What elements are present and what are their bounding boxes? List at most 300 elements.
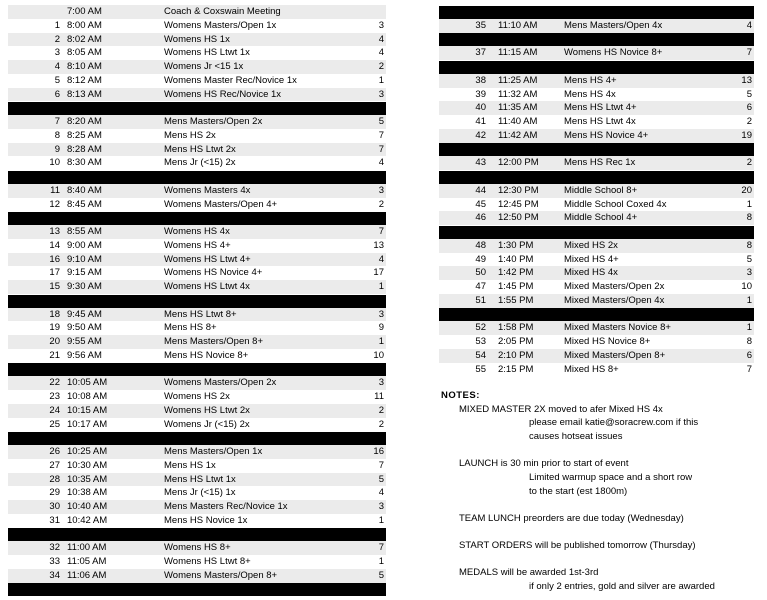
race-time: 11:15 AM	[498, 47, 538, 59]
entry-count: 11	[374, 391, 384, 402]
event-name: Womens HS 4+	[164, 239, 231, 251]
race-number: 23	[49, 391, 60, 402]
race-number: 33	[49, 556, 60, 567]
race-number: 40	[475, 102, 486, 114]
section-separator	[439, 171, 754, 184]
entry-count: 7	[378, 459, 384, 471]
race-number: 16	[49, 253, 60, 265]
race-number: 31	[49, 514, 60, 526]
event-name: Mixed Masters/Open 8+	[564, 349, 666, 361]
race-time: 9:15 AM	[67, 267, 102, 279]
schedule-row	[8, 445, 386, 459]
schedule-row	[8, 335, 386, 349]
event-name: Womens HS Ltwt 4x	[164, 281, 250, 292]
event-name: Mens HS 1x	[164, 459, 216, 471]
event-name: Womens HS Ltwt 1x	[164, 47, 250, 59]
race-number: 43	[475, 157, 486, 169]
note-line: if only 2 entries, gold and silver are awarded	[529, 581, 715, 593]
entry-count: 3	[378, 184, 384, 196]
section-separator	[8, 171, 386, 184]
race-number: 41	[475, 116, 486, 127]
event-name: Womens Masters/Open 1x	[164, 19, 277, 31]
race-number: 5	[54, 74, 60, 86]
entry-count: 19	[741, 129, 752, 141]
race-time: 9:30 AM	[67, 281, 102, 292]
race-time: 11:25 AM	[498, 74, 538, 86]
race-number: 48	[475, 239, 486, 251]
entry-count: 2	[378, 418, 384, 430]
race-time: 10:38 AM	[67, 487, 108, 499]
race-time: 8:45 AM	[67, 198, 102, 210]
entry-count: 17	[373, 267, 384, 279]
section-separator	[439, 6, 754, 19]
schedule-row	[8, 500, 386, 514]
schedule-row	[8, 225, 386, 239]
race-time: 11:40 AM	[498, 116, 538, 127]
note-item	[459, 403, 761, 444]
schedule-row	[8, 459, 386, 473]
race-number: 42	[475, 129, 486, 141]
race-time: 12:50 PM	[498, 212, 539, 224]
event-name: Middle School 8+	[564, 184, 638, 196]
race-number: 7	[54, 116, 60, 127]
event-name: Mens HS Ltwt 1x	[164, 473, 236, 485]
entry-count: 3	[378, 377, 384, 389]
schedule-row	[439, 101, 754, 115]
race-time: 8:28 AM	[67, 143, 102, 155]
notes-section	[441, 389, 761, 594]
schedule-row	[439, 129, 754, 143]
race-time: 1:40 PM	[498, 253, 534, 265]
race-number: 46	[475, 212, 486, 224]
entry-count: 5	[378, 569, 384, 581]
event-name: Mens HS Ltwt 2x	[164, 143, 236, 155]
entry-count: 1	[378, 336, 384, 347]
schedule-row	[8, 115, 386, 129]
event-name: Mens Masters Rec/Novice 1x	[164, 501, 288, 512]
race-time: 1:42 PM	[498, 267, 534, 279]
entry-count: 7	[378, 542, 384, 554]
race-time: 11:42 AM	[498, 129, 538, 141]
entry-count: 8	[746, 239, 752, 251]
race-time: 1:45 PM	[498, 281, 534, 292]
entry-count: 1	[378, 281, 384, 292]
race-time: 11:32 AM	[498, 88, 538, 100]
schedule-row	[439, 88, 754, 102]
entry-count: 13	[373, 239, 384, 251]
race-number: 34	[49, 569, 60, 581]
schedule-row	[8, 555, 386, 569]
schedule-row	[8, 473, 386, 487]
schedule-row	[8, 280, 386, 294]
entry-count: 2	[378, 404, 384, 416]
race-time: 11:05 AM	[67, 556, 107, 567]
entry-count: 4	[378, 157, 384, 169]
event-name: Mens HS Novice 1x	[164, 514, 248, 526]
race-number: 49	[475, 253, 486, 265]
race-number: 52	[475, 322, 486, 334]
event-name: Mens HS Ltwt 8+	[164, 308, 237, 320]
race-number: 32	[49, 542, 60, 554]
event-name: Womens Jr (<15) 2x	[164, 418, 250, 430]
entry-count: 7	[746, 47, 752, 59]
section-separator	[8, 432, 386, 445]
schedule-row	[8, 390, 386, 404]
section-separator	[8, 528, 386, 541]
schedule-row	[8, 418, 386, 432]
schedule-row	[439, 363, 754, 377]
entry-count: 4	[378, 253, 384, 265]
race-number: 14	[49, 239, 60, 251]
event-name: Middle School 4+	[564, 212, 638, 224]
event-name: Mens HS Ltwt 4+	[564, 102, 637, 114]
race-number: 1	[54, 19, 60, 31]
schedule-row	[8, 46, 386, 60]
entry-count: 5	[746, 88, 752, 100]
schedule-row	[8, 514, 386, 528]
event-name: Mens HS Novice 8+	[164, 349, 249, 361]
entry-count: 16	[373, 446, 384, 457]
race-time: 11:00 AM	[67, 542, 107, 554]
event-name: Womens HS Rec/Novice 1x	[164, 88, 282, 100]
entry-count: 10	[741, 281, 752, 292]
race-number: 28	[49, 473, 60, 485]
event-name: Womens HS Novice 4+	[164, 267, 263, 279]
entry-count: 8	[746, 212, 752, 224]
entry-count: 4	[378, 487, 384, 499]
race-number: 55	[475, 363, 486, 375]
section-separator	[8, 212, 386, 225]
schedule-row	[439, 294, 754, 308]
event-name: Womens Master Rec/Novice 1x	[164, 74, 297, 86]
schedule-row	[439, 280, 754, 294]
event-name: Mens Masters/Open 8+	[164, 336, 264, 347]
race-time: 10:05 AM	[67, 377, 108, 389]
race-time: 1:55 PM	[498, 294, 534, 306]
event-name: Mixed HS 8+	[564, 363, 619, 375]
note-spacer	[441, 444, 761, 458]
schedule-row	[439, 239, 754, 253]
race-number: 13	[49, 226, 60, 237]
race-number: 38	[475, 74, 486, 86]
note-spacer	[441, 553, 761, 567]
notes-heading: NOTES:	[441, 390, 480, 401]
race-number: 17	[49, 267, 60, 279]
race-number: 21	[49, 349, 60, 361]
schedule-row	[8, 321, 386, 335]
note-spacer	[441, 498, 761, 512]
entry-count: 1	[746, 198, 752, 210]
event-name: Womens HS Ltwt 8+	[164, 556, 251, 567]
schedule-row	[439, 156, 754, 170]
race-time: 9:45 AM	[67, 308, 102, 320]
schedule-row	[8, 88, 386, 102]
schedule-row	[439, 198, 754, 212]
race-number: 44	[475, 184, 486, 196]
entry-count: 3	[378, 19, 384, 31]
event-name: Womens HS 1x	[164, 33, 230, 45]
schedule-row	[8, 376, 386, 390]
event-name: Mens Jr (<15) 1x	[164, 487, 236, 499]
schedule-row	[8, 5, 386, 19]
section-separator	[439, 61, 754, 74]
entry-count: 2	[378, 61, 384, 72]
entry-count: 3	[378, 501, 384, 512]
entry-count: 4	[746, 19, 752, 31]
schedule-row	[439, 184, 754, 198]
race-time: 8:00 AM	[67, 19, 102, 31]
entry-count: 9	[378, 322, 384, 334]
event-name: Mixed Masters Novice 8+	[564, 322, 671, 334]
schedule-row	[8, 253, 386, 267]
race-time: 10:15 AM	[67, 404, 108, 416]
schedule-row	[8, 541, 386, 555]
race-time: 9:00 AM	[67, 239, 102, 251]
race-number: 3	[54, 47, 60, 59]
event-name: Coach & Coxswain Meeting	[164, 6, 281, 17]
note-item	[459, 539, 761, 553]
entry-count: 1	[746, 294, 752, 306]
event-name: Mens HS 4+	[564, 74, 617, 86]
event-name: Womens HS 4x	[164, 226, 230, 237]
race-time: 9:10 AM	[67, 253, 102, 265]
race-time: 10:17 AM	[67, 418, 108, 430]
entry-count: 8	[746, 336, 752, 347]
race-number: 54	[475, 349, 486, 361]
race-time: 10:08 AM	[67, 391, 108, 402]
race-time: 8:12 AM	[67, 74, 102, 86]
schedule-row	[8, 156, 386, 170]
schedule-row	[8, 19, 386, 33]
race-time: 8:40 AM	[67, 184, 102, 196]
entry-count: 6	[746, 349, 752, 361]
note-line: Limited warmup space and a short row	[529, 472, 693, 484]
race-number: 20	[49, 336, 60, 347]
entry-count: 13	[741, 74, 752, 86]
schedule-row	[439, 321, 754, 335]
race-time: 2:10 PM	[498, 349, 534, 361]
schedule-row	[439, 266, 754, 280]
entry-count: 2	[746, 157, 752, 169]
race-time: 8:02 AM	[67, 33, 102, 45]
race-number: 53	[475, 336, 486, 347]
event-name: Mens HS Rec 1x	[564, 157, 636, 169]
entry-count: 3	[378, 88, 384, 100]
race-time: 1:58 PM	[498, 322, 534, 334]
event-name: Mixed Masters/Open 4x	[564, 294, 665, 306]
race-number: 27	[49, 459, 60, 471]
race-time: 10:40 AM	[67, 501, 108, 512]
entry-count: 6	[746, 102, 752, 114]
event-name: Mixed HS 2x	[564, 239, 618, 251]
note-line: to the start (est 1800m)	[529, 485, 628, 497]
race-number: 25	[49, 418, 60, 430]
event-name: Mens Masters/Open 4x	[564, 19, 663, 31]
schedule-row	[8, 308, 386, 322]
note-line: MIXED MASTER 2X moved to afer Mixed HS 4x	[459, 403, 663, 415]
race-time: 12:45 PM	[498, 198, 539, 210]
race-number: 22	[49, 377, 60, 389]
entry-count: 5	[378, 116, 384, 127]
note-line: causes hotseat issues	[529, 431, 623, 443]
event-name: Womens Masters/Open 4+	[164, 198, 278, 210]
note-line: please email katie@soracrew.com if this	[529, 417, 699, 429]
event-name: Womens Masters/Open 8+	[164, 569, 278, 581]
race-number: 12	[49, 198, 60, 210]
note-line: START ORDERS will be published tomorrow (Thursday)	[459, 540, 696, 552]
section-separator	[439, 33, 754, 46]
section-separator	[439, 226, 754, 239]
race-number: 26	[49, 446, 60, 457]
schedule-row	[8, 33, 386, 47]
schedule-row	[439, 211, 754, 225]
race-number: 10	[49, 157, 60, 169]
note-spacer	[441, 526, 761, 540]
race-number: 8	[54, 129, 60, 141]
race-number: 47	[475, 281, 486, 292]
event-name: Mixed HS 4+	[564, 253, 619, 265]
section-separator	[8, 583, 386, 596]
race-number: 19	[49, 322, 60, 334]
note-item	[459, 566, 761, 593]
event-name: Mixed Masters/Open 2x	[564, 281, 665, 292]
entry-count: 2	[378, 198, 384, 210]
section-separator	[8, 102, 386, 115]
section-separator	[439, 308, 754, 321]
event-name: Womens Masters/Open 2x	[164, 377, 277, 389]
race-time: 2:15 PM	[498, 363, 534, 375]
event-name: Middle School Coxed 4x	[564, 198, 667, 210]
event-name: Womens HS Novice 8+	[564, 47, 663, 59]
event-name: Womens Jr <15 1x	[164, 61, 244, 72]
schedule-row	[439, 335, 754, 349]
event-name: Mens Jr (<15) 2x	[164, 157, 236, 169]
schedule-row	[8, 184, 386, 198]
race-time: 10:30 AM	[67, 459, 108, 471]
race-time: 8:30 AM	[67, 157, 102, 169]
note-item	[459, 457, 761, 498]
entry-count: 20	[741, 184, 752, 196]
schedule-left-column	[8, 5, 386, 596]
race-time: 9:56 AM	[67, 349, 102, 361]
schedule-row	[8, 143, 386, 157]
race-number: 29	[49, 487, 60, 499]
entry-count: 1	[378, 556, 384, 567]
race-number: 39	[475, 88, 486, 100]
race-time: 8:05 AM	[67, 47, 102, 59]
event-name: Mens HS 2x	[164, 129, 216, 141]
section-separator	[8, 363, 386, 376]
schedule-row	[8, 486, 386, 500]
race-time: 11:10 AM	[498, 19, 538, 31]
entry-count: 1	[378, 74, 384, 86]
note-item	[459, 512, 761, 526]
entry-count: 1	[378, 514, 384, 526]
schedule-row	[8, 198, 386, 212]
race-time: 12:00 PM	[498, 157, 539, 169]
schedule-row	[8, 239, 386, 253]
entry-count: 7	[378, 226, 384, 237]
event-name: Womens HS 2x	[164, 391, 230, 402]
note-line: TEAM LUNCH preorders are due today (Wednesday)	[459, 512, 684, 524]
entry-count: 2	[746, 116, 752, 127]
race-number: 18	[49, 308, 60, 320]
event-name: Womens Masters 4x	[164, 184, 251, 196]
race-time: 7:00 AM	[67, 6, 102, 17]
race-number: 37	[475, 47, 486, 59]
race-time: 11:06 AM	[67, 569, 107, 581]
schedule-row	[8, 349, 386, 363]
race-number: 35	[475, 19, 486, 31]
race-time: 8:13 AM	[67, 88, 102, 100]
race-time: 10:25 AM	[67, 446, 108, 457]
event-name: Mixed HS Novice 8+	[564, 336, 651, 347]
schedule-row	[8, 74, 386, 88]
race-number: 15	[49, 281, 60, 292]
schedule-row	[439, 349, 754, 363]
race-time: 9:50 AM	[67, 322, 102, 334]
race-number: 24	[49, 404, 60, 416]
entry-count: 4	[378, 33, 384, 45]
race-time: 9:55 AM	[67, 336, 102, 347]
event-name: Mens HS Novice 4+	[564, 129, 649, 141]
race-time: 8:10 AM	[67, 61, 102, 72]
entry-count: 5	[746, 253, 752, 265]
schedule-row	[8, 404, 386, 418]
schedule-row	[8, 569, 386, 583]
event-name: Mens HS Ltwt 4x	[564, 116, 636, 127]
event-name: Mens Masters/Open 2x	[164, 116, 263, 127]
section-separator	[8, 295, 386, 308]
schedule-row	[8, 129, 386, 143]
race-number: 2	[54, 33, 60, 45]
race-number: 6	[54, 88, 60, 100]
schedule-row	[8, 266, 386, 280]
event-name: Mens Masters/Open 1x	[164, 446, 263, 457]
schedule-row	[439, 74, 754, 88]
schedule-row	[439, 19, 754, 33]
race-number: 50	[475, 267, 486, 279]
race-number: 11	[50, 184, 60, 196]
event-name: Mens HS 4x	[564, 88, 616, 100]
note-line: LAUNCH is 30 min prior to start of event	[459, 458, 629, 470]
race-time: 12:30 PM	[498, 184, 539, 196]
race-number: 30	[49, 501, 60, 512]
race-number: 51	[475, 294, 486, 306]
section-separator	[439, 143, 754, 156]
schedule-row	[439, 115, 754, 129]
race-time: 8:25 AM	[67, 129, 102, 141]
race-time: 8:55 AM	[67, 226, 102, 237]
entry-count: 3	[746, 267, 752, 279]
schedule-row	[439, 253, 754, 267]
race-time: 10:42 AM	[67, 514, 108, 526]
entry-count: 10	[373, 349, 384, 361]
race-number: 45	[475, 198, 486, 210]
event-name: Womens HS 8+	[164, 542, 231, 554]
event-name: Womens HS Ltwt 2x	[164, 404, 250, 416]
race-number: 9	[54, 143, 60, 155]
race-number: 4	[54, 61, 60, 72]
event-name: Mens HS 8+	[164, 322, 217, 334]
entry-count: 7	[746, 363, 752, 375]
entry-count: 5	[378, 473, 384, 485]
race-time: 2:05 PM	[498, 336, 534, 347]
entry-count: 3	[378, 308, 384, 320]
event-name: Mixed HS 4x	[564, 267, 618, 279]
race-time: 11:35 AM	[498, 102, 538, 114]
entry-count: 1	[746, 322, 752, 334]
